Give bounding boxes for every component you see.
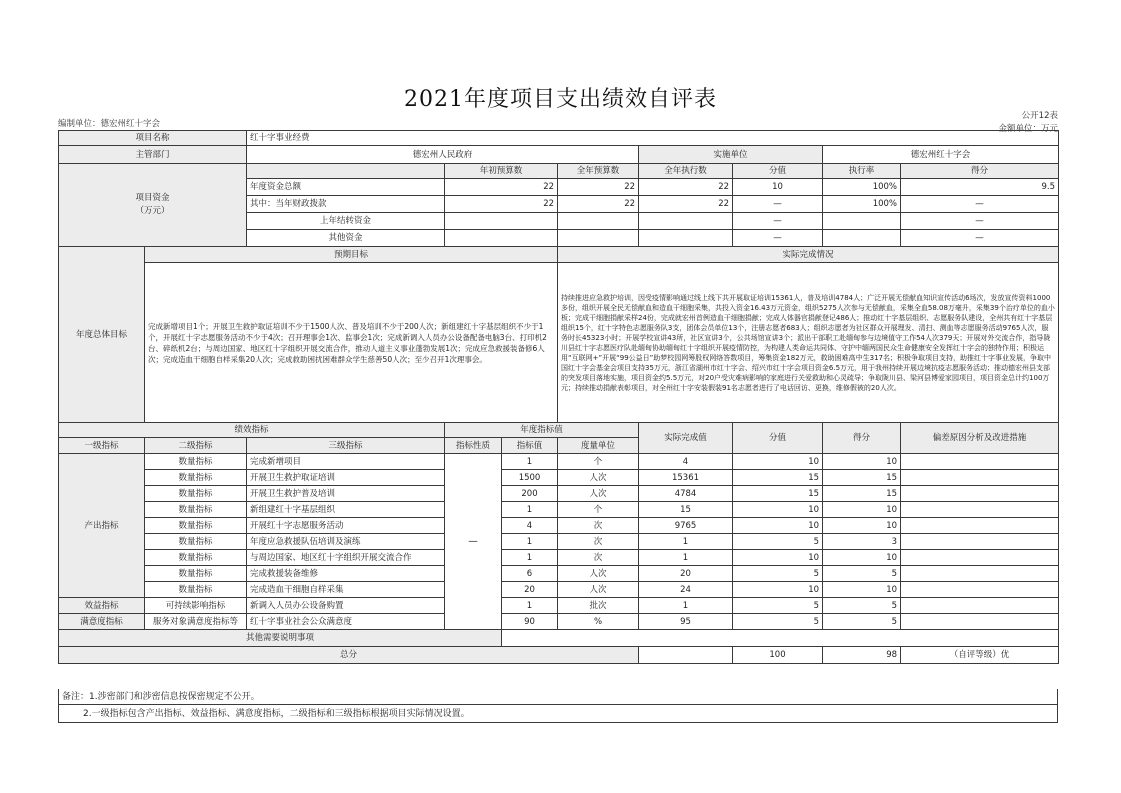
funds-row-executed <box>639 213 733 230</box>
col-nature: 指标性质 <box>445 438 502 454</box>
dept-value: 德宏州人民政府 <box>247 146 639 164</box>
col-level1: 一级指标 <box>59 438 145 454</box>
indicator-level3: 开展卫生救护取证培训 <box>247 470 445 486</box>
indicator-actual: 95 <box>639 614 733 630</box>
indicator-value: 6 <box>502 566 558 582</box>
indicator-actual: 1 <box>639 550 733 566</box>
indicator-score-value: 10 <box>733 518 823 534</box>
indicator-score: 5 <box>823 566 901 582</box>
funds-row-initial: 22 <box>445 196 558 213</box>
funds-row-annual: 22 <box>558 196 639 213</box>
indicator-score-value: 10 <box>733 502 823 518</box>
evaluation-table <box>58 130 1059 664</box>
indicator-level3: 红十字事业社会公众满意度 <box>247 614 445 630</box>
indicator-deviation <box>901 566 1059 582</box>
indicator-score-value: 10 <box>733 550 823 566</box>
funds-row-score: — <box>901 230 1059 247</box>
indicator-level3: 年度应急救援队伍培训及演练 <box>247 534 445 550</box>
indicator-actual: 4 <box>639 454 733 470</box>
indicator-deviation <box>901 582 1059 598</box>
indicator-level3: 完成新增项目 <box>247 454 445 470</box>
funds-row-annual: 22 <box>558 179 639 196</box>
indicator-score: 5 <box>823 614 901 630</box>
indicator-level3: 新调入人员办公设备购置 <box>247 598 445 614</box>
funds-row-score: 9.5 <box>901 179 1059 196</box>
total-score: 98 <box>823 647 901 664</box>
indicator-value: 200 <box>502 486 558 502</box>
indicator-level2: 数量指标 <box>145 470 247 486</box>
annual-value-header: 年度指标值 <box>445 423 639 438</box>
funds-header-rate: 执行率 <box>823 164 901 179</box>
funds-header-executed: 全年执行数 <box>639 164 733 179</box>
indicator-value: 90 <box>502 614 558 630</box>
indicator-score: 5 <box>823 598 901 614</box>
indicator-score-value: 10 <box>733 454 823 470</box>
col-unit: 度量单位 <box>558 438 639 454</box>
indicator-unit: 人次 <box>558 486 639 502</box>
funds-row-initial <box>445 230 558 247</box>
indicator-level3: 完成救援装备维修 <box>247 566 445 582</box>
indicator-score-value: 5 <box>733 566 823 582</box>
form-number: 公开12表 <box>1021 111 1058 121</box>
indicator-level2: 数量指标 <box>145 502 247 518</box>
indicator-value: 1 <box>502 534 558 550</box>
level1-satisfaction: 满意度指标 <box>59 614 145 630</box>
indicator-level3: 开展红十字志愿服务活动 <box>247 518 445 534</box>
indicator-unit: 次 <box>558 550 639 566</box>
other-notes-value <box>502 630 1059 647</box>
funds-row-rate: 100% <box>823 179 901 196</box>
indicator-actual: 4784 <box>639 486 733 502</box>
actual-result-header: 实际完成情况 <box>558 247 1059 263</box>
indicator-score: 10 <box>823 518 901 534</box>
indicator-score: 10 <box>823 454 901 470</box>
funds-row-score-value: — <box>733 213 823 230</box>
indicator-level2: 可持续影响指标 <box>145 598 247 614</box>
funds-row-name: 年度资金总额 <box>247 179 445 196</box>
indicator-value: 1 <box>502 502 558 518</box>
funds-row-initial <box>445 213 558 230</box>
total-label: 总分 <box>59 647 639 664</box>
funds-row-score-value: 10 <box>733 179 823 196</box>
indicator-deviation <box>901 518 1059 534</box>
indicator-score-value: 5 <box>733 614 823 630</box>
indicator-score: 3 <box>823 534 901 550</box>
funds-row-initial: 22 <box>445 179 558 196</box>
compiling-unit: 编制单位：德宏州红十字会 <box>58 119 161 129</box>
col-level2: 二级指标 <box>145 438 247 454</box>
total-score-value: 100 <box>733 647 823 664</box>
indicator-actual: 1 <box>639 598 733 614</box>
indicator-level3: 与周边国家、地区红十字组织开展交流合作 <box>247 550 445 566</box>
impl-value: 德宏州红十字会 <box>823 146 1059 164</box>
funds-row-executed <box>639 230 733 247</box>
indicator-level3: 开展卫生救护普及培训 <box>247 486 445 502</box>
funds-row-annual <box>558 213 639 230</box>
indicator-value: 1 <box>502 598 558 614</box>
indicator-unit: 次 <box>558 518 639 534</box>
indicator-deviation <box>901 502 1059 518</box>
col-actual: 实际完成值 <box>639 423 733 454</box>
funds-header-score: 得分 <box>901 164 1059 179</box>
funds-row-name: 上年结转资金 <box>247 213 445 230</box>
indicator-deviation <box>901 470 1059 486</box>
indicator-score: 15 <box>823 470 901 486</box>
indicator-level2: 服务对象满意度指标等 <box>145 614 247 630</box>
self-rating: （自评等级）优 <box>901 647 1059 664</box>
level1-benefit: 效益指标 <box>59 598 145 614</box>
indicator-score-value: 10 <box>733 582 823 598</box>
col-deviation: 偏差原因分析及改进措施 <box>901 423 1059 454</box>
amount-unit: 金额单位：万元 <box>998 124 1058 134</box>
indicator-score: 15 <box>823 486 901 502</box>
col-score: 得分 <box>823 423 901 454</box>
indicator-level2: 数量指标 <box>145 566 247 582</box>
funds-label: 项目资金 （万元） <box>59 164 247 247</box>
indicator-score-value: 5 <box>733 534 823 550</box>
indicator-level2: 数量指标 <box>145 486 247 502</box>
funds-row-score-value: — <box>733 196 823 213</box>
indicator-deviation <box>901 534 1059 550</box>
indicator-level2: 数量指标 <box>145 534 247 550</box>
indicator-deviation <box>901 550 1059 566</box>
indicator-value: 1 <box>502 454 558 470</box>
col-score-value: 分值 <box>733 423 823 454</box>
indicator-value: 1500 <box>502 470 558 486</box>
indicator-actual: 15 <box>639 502 733 518</box>
goals-label: 年度总体目标 <box>59 247 145 423</box>
funds-row-annual <box>558 230 639 247</box>
col-level3: 三级指标 <box>247 438 445 454</box>
funds-row-name: 其中：当年财政拨款 <box>247 196 445 213</box>
funds-row-executed: 22 <box>639 179 733 196</box>
indicator-level2: 数量指标 <box>145 454 247 470</box>
funds-row-name: 其他资金 <box>247 230 445 247</box>
dept-label: 主管部门 <box>59 146 247 164</box>
funds-row-rate <box>823 230 901 247</box>
indicator-actual: 24 <box>639 582 733 598</box>
indicator-deviation <box>901 598 1059 614</box>
indicator-value: 20 <box>502 582 558 598</box>
indicator-level2: 数量指标 <box>145 518 247 534</box>
indicator-actual: 15361 <box>639 470 733 486</box>
indicator-value: 4 <box>502 518 558 534</box>
note-1: 备注：1.涉密部门和涉密信息按保密规定不公开。 <box>58 689 1058 705</box>
indicator-score: 10 <box>823 550 901 566</box>
indicator-score-value: 5 <box>733 598 823 614</box>
indicator-unit: % <box>558 614 639 630</box>
expected-goal-text: 完成新增项目1个；开展卫生救护取证培训不少于1500人次、普及培训不少于200人次；新组建红十字基层组织不少于1个，开展红十字志愿服务活动不少于4次；召开理事会1次、监事会1次；完成新调入人员办公设备配备电脑3台、打印机2台、碎纸机2台；与周边国家、地区红十字组织开展交流合作，推动人道主义事业蓬勃发展1次；完成应急救援装备修6人次；完成造血干细胞自样采集20人次；完成救助困扰困难群众学生慈善50人次；至少召开1次理事会。 <box>145 263 558 423</box>
evaluation-form <box>58 130 1058 664</box>
funds-header-annual: 全年预算数 <box>558 164 639 179</box>
funds-row-score-value: — <box>733 230 823 247</box>
actual-result-text: 持续推进应急救护培训，因受疫情影响通过线上线下共开展取证培训15361人，普及培训4784人；广泛开展无偿献血知识宣传活动6场次，发放宣传资料1000多份，组织开展全民无偿献血和造血干细胞采集，共投入资金16.43万元资金，组织5275人次参与无偿献血，采集全血58.08万毫升，采集39个治疗单位的血小板；完成干细胞捐献采样24份，完成就宏州首例造血干细胞捐献；完成人体器官捐献登记486人；推动红十字基层组织、志愿服务队建设，全州共有红十字基层组织15个，红十字特色志愿服务队3支，团体会员单位13个，注册志愿者683人；组织志愿者为社区群众开展理发、清扫、测血等志愿服务活动9765人次，服务时长45323小时；开展学校宣讲43所，社区宣讲3个，公共场馆宣讲3个；派出干部职工赴缅甸参与边境值守工作54人次379天；开展对外交流合作，指导陇川县红十字志愿医疗队赴缅甸协助缅甸红十字组织开展疫情防控，为构建人类命运共同体、守护中缅两国民众生命健康安全发挥红十字会的独特作用；积极运用“互联网+”开展“99公益日”助梦校园网筹股权网络答数项目，筹集资金182万元，救助困难高中生317名；积极争取项目支持，助推红十字事业发展，争取中国红十字会基金会项目支持35万元，浙江省湖州市红十字会、绍兴市红十字会项目资金6.5万元，用于我州持续开展边境抗疫志愿服务活动；推动德宏州县支部的突发项目落地实施，项目资金约5.5万元，对20户受灾难病影响的家庭进行关爱救助和心灵疏导；争取陇川县、梁河县博爱家园项目，项目资金总计约100万元；持续推动捐献表彰项目，对全州红十字安装假装91名志愿者进行了电话回访、更换，维修假被的20人次。 <box>558 263 1059 423</box>
funds-row-score: — <box>901 196 1059 213</box>
indicator-nature: — <box>445 454 502 630</box>
indicator-score-value: 15 <box>733 470 823 486</box>
indicator-level2: 数量指标 <box>145 582 247 598</box>
indicator-level3: 完成造血干细胞自样采集 <box>247 582 445 598</box>
indicator-actual: 20 <box>639 566 733 582</box>
indicator-unit: 人次 <box>558 566 639 582</box>
indicator-unit: 人次 <box>558 582 639 598</box>
level1-output: 产出指标 <box>59 454 145 598</box>
indicator-unit: 个 <box>558 502 639 518</box>
indicator-unit: 批次 <box>558 598 639 614</box>
indicator-deviation <box>901 454 1059 470</box>
note-2: 2.一级指标包含产出指标、效益指标、满意度指标，二级指标和三级指标根据项目实际情况设置。 <box>58 705 1058 723</box>
indicator-actual: 1 <box>639 534 733 550</box>
funds-row-executed: 22 <box>639 196 733 213</box>
project-name-label: 项目名称 <box>59 131 247 146</box>
indicator-deviation <box>901 614 1059 630</box>
funds-row-score: — <box>901 213 1059 230</box>
indicator-score-value: 15 <box>733 486 823 502</box>
funds-row-rate <box>823 213 901 230</box>
indicator-unit: 个 <box>558 454 639 470</box>
project-name-value: 红十字事业经费 <box>247 131 1059 146</box>
indicator-score: 10 <box>823 502 901 518</box>
indicator-score: 10 <box>823 582 901 598</box>
funds-header-initial: 年初预算数 <box>445 164 558 179</box>
impl-label: 实施单位 <box>639 146 823 164</box>
indicator-level3: 新组建红十字基层组织 <box>247 502 445 518</box>
funds-header-score-value: 分值 <box>733 164 823 179</box>
expected-goal-header: 预期目标 <box>145 247 558 263</box>
other-notes-label: 其他需要说明事项 <box>59 630 502 647</box>
indicator-unit: 人次 <box>558 470 639 486</box>
indicator-deviation <box>901 486 1059 502</box>
indicators-section-header: 绩效指标 <box>59 423 445 438</box>
indicator-actual: 9765 <box>639 518 733 534</box>
page-title: 2021年度项目支出绩效自评表 <box>404 87 717 112</box>
indicator-unit: 次 <box>558 534 639 550</box>
indicator-value: 1 <box>502 550 558 566</box>
indicator-level2: 数量指标 <box>145 550 247 566</box>
col-value: 指标值 <box>502 438 558 454</box>
funds-row-rate: 100% <box>823 196 901 213</box>
